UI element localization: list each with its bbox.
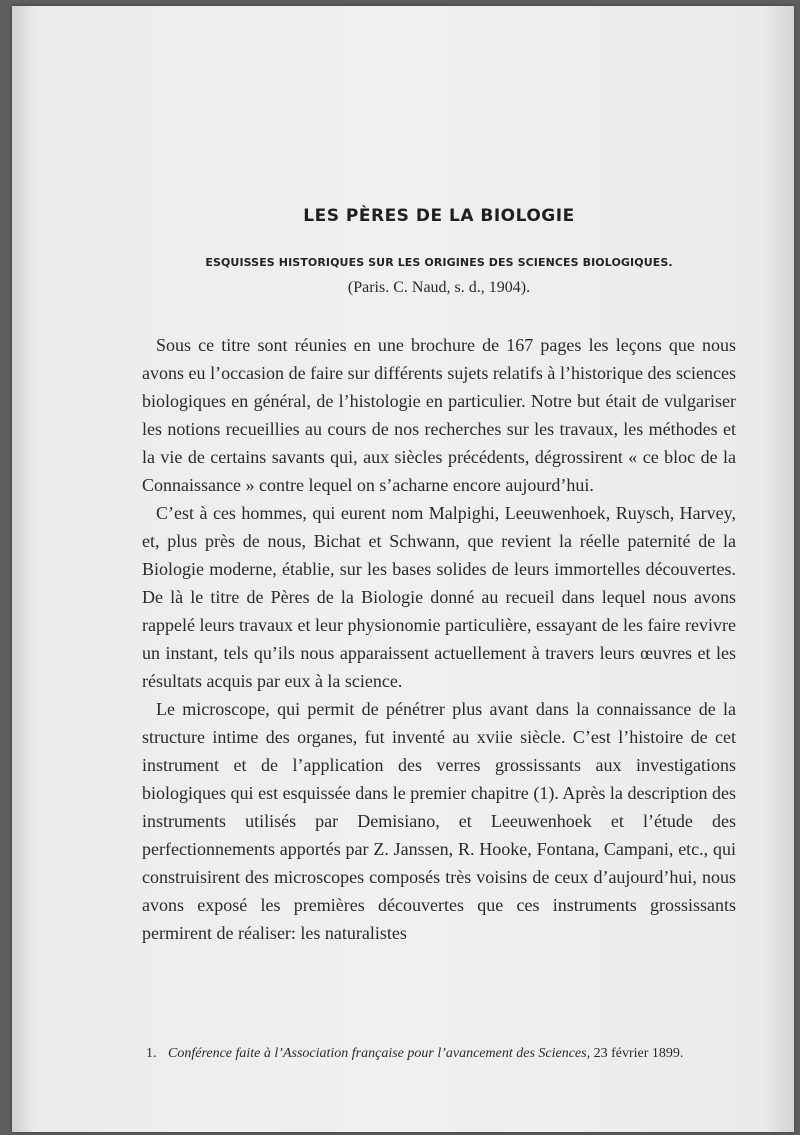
page-content [142, 206, 736, 947]
paragraph: Le microscope, qui permit de pénétrer plus avant dans la connaissance de la structure intime des organes, fut inventé au xviie siècle. C’est l’histoire de cet instrument et de l’application des verres grossissants aux investigations biologiques qui est esquissée dans le premier chapitre (1). Après la description des instruments utilisés par Demisiano, et Leeuwenhoek et l’étude des perfectionnements apportés par Z. Janssen, R. Hooke, Fontana, Campani, etc., qui construisirent des microscopes composés très voisins de ceux d’aujourd’hui, nous avons exposé les premières découvertes que ces instruments grossissants permirent de réaliser: les naturalistes [142, 699, 736, 943]
body-text [142, 331, 736, 947]
paragraph: C’est à ces hommes, qui eurent nom Malpighi, Leeuwenhoek, Ruysch, Harvey, et, plus près de nous, Bichat et Schwann, que revient la réelle paternité de la Biologie moderne, établie, sur les bases solides de leurs immortelles découvertes. De là le titre de Pères de la Biologie donné au recueil dans lequel nous avons rappelé leurs travaux et leur physionomie particulière, essayant de les faire revivre un instant, tels qu’ils nous apparaissent actuellement à travers leurs œuvres et les résultats acquis par eux à la science. [142, 503, 736, 691]
publication-citation: (Paris. C. Naud, s. d., 1904). [347, 279, 531, 296]
document-title: LES PÈRES DE LA BIOLOGIE [303, 206, 575, 226]
footnote-date: 23 février 1899. [593, 1046, 684, 1061]
footnote-number: 1. [146, 1046, 157, 1061]
footnote-text: Conférence faite à l’Association française pour l’avancement des Sciences, [168, 1046, 591, 1061]
document-subtitle: ESQUISSES HISTORIQUES SUR LES ORIGINES DES SCIENCES BIOLOGIQUES. [205, 256, 673, 269]
footnote [146, 1046, 726, 1062]
paragraph: Sous ce titre sont réunies en une brochure de 167 pages les leçons que nous avons eu l’occasion de faire sur différents sujets relatifs à l’historique des sciences biologiques en général, de l’histologie en particulier. Notre but était de vulgariser les notions recueillies au cours de nos recherches sur les travaux, les méthodes et la vie de certains savants qui, aux siècles précédents, dégrossirent « ce bloc de la Connaissance » contre lequel on s’acharne encore aujourd’hui. [142, 335, 736, 495]
scanned-page [12, 6, 794, 1132]
